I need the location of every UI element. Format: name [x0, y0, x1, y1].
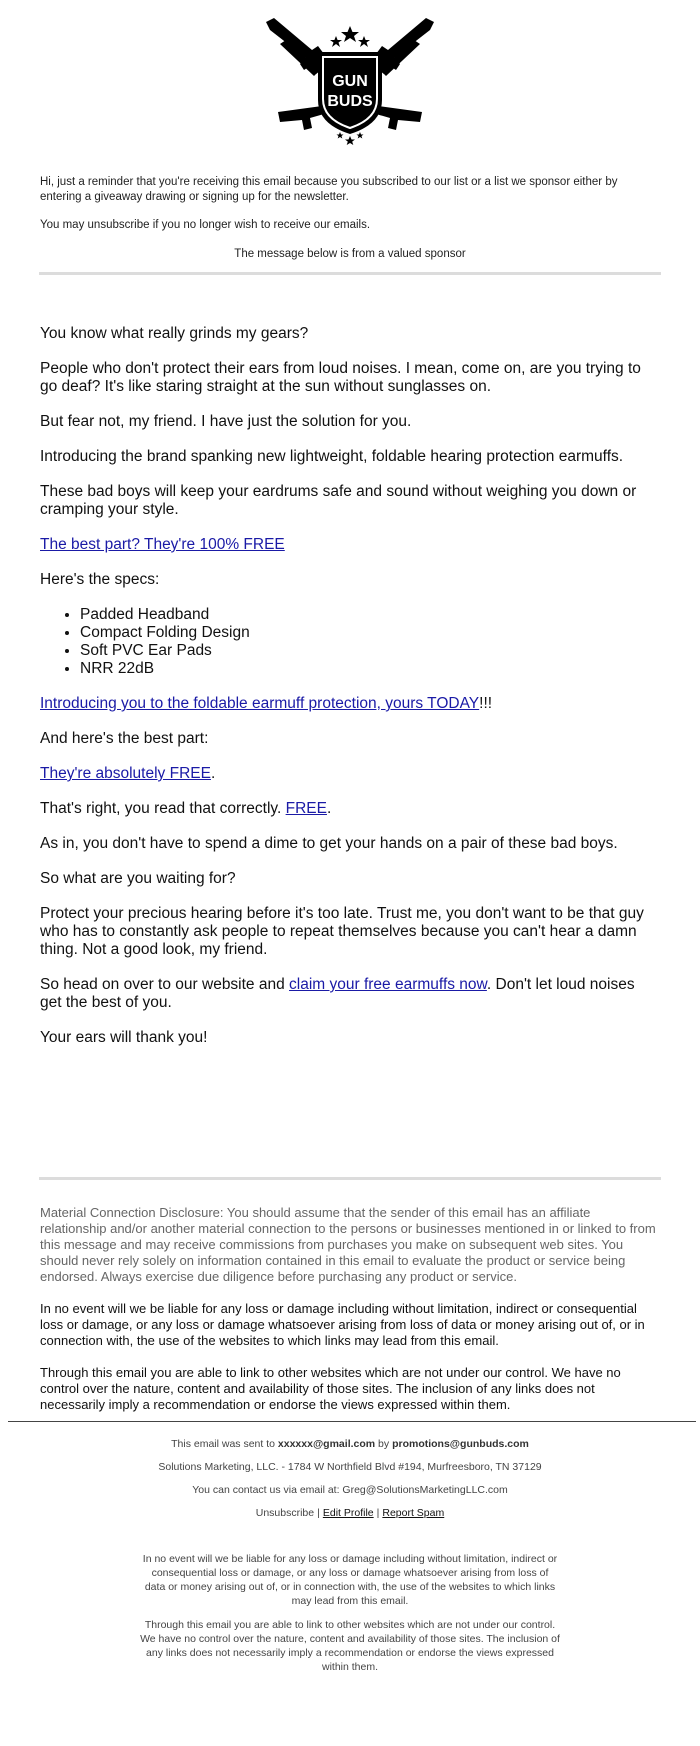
best-part-link[interactable]: The best part? They're 100% FREE [40, 536, 285, 553]
list-item: • Compact Folding Design [80, 624, 660, 642]
paragraph: People who don't protect their ears from loud noises. I mean, come on, are you trying to go deaf? It's like staring straight at the sun without sunglasses on. [40, 360, 641, 395]
logo-container [0, 0, 700, 160]
footer [0, 1422, 700, 1674]
postal-address: Solutions Marketing, LLC. - 1784 W Northfield Blvd #194, Murfreesboro, TN 37129 [158, 1461, 542, 1473]
separator: | [376, 1507, 380, 1519]
sent-by: by [375, 1438, 393, 1450]
disclosure-section [40, 1180, 660, 1413]
external-links-disclaimer: Through this email you are able to link to other websites which are not under our control. We have no control over the nature, content and availability of those sites. The inclusion of any links does not necessarily imply a recommendation or endorse the views expressed within them. [40, 1365, 621, 1412]
paragraph: Protect your precious hearing before it's too late. Trust me, you don't want to be that guy who has to constantly ask people to repeat themselves because you can't hear a damn thing. Not a good look, my friend. [40, 905, 644, 958]
paragraph: But fear not, my friend. I have just the solution for you. [40, 413, 412, 430]
unsubscribe-note: You may unsubscribe if you no longer wish to receive our emails. [40, 219, 371, 231]
claim-link[interactable]: claim your free earmuffs now [289, 976, 487, 993]
sent-to-line [0, 1437, 700, 1451]
paragraph [40, 695, 660, 713]
introducing-link[interactable]: Introducing you to the foldable earmuff protection, yours TODAY [40, 695, 480, 712]
spacer [40, 1064, 660, 1177]
paragraph: These bad boys will keep your eardrums safe and sound without weighing you down or cramping your style. [40, 483, 637, 518]
liability-disclaimer: In no event will we be liable for any loss or damage including without limitation, indirect or consequential loss or damage, or any loss or damage whatsoever arising from loss of data or money arising out of, or in connection with, the use of the websites to which links may lead from this email. [40, 1301, 645, 1348]
paragraph: And here's the best part: [40, 730, 209, 747]
paragraph [40, 765, 660, 783]
paragraph: Introducing the brand spanking new lightweight, foldable hearing protection earmuffs. [40, 448, 624, 465]
paragraph [40, 976, 660, 1012]
list-item: • Soft PVC Ear Pads [80, 642, 660, 660]
footer-liability: In no event will we be liable for any loss or damage including without limitation, indirect or consequential loss or damage, or any loss or damage whatsoever arising from loss of data or money arising out of, or in connection with, the use of the websites to which links may lead from this email. [142, 1553, 558, 1607]
contact-line: You can contact us via email at: Greg@SolutionsMarketingLLC.com [192, 1484, 508, 1496]
free-link[interactable]: FREE [285, 800, 327, 817]
gun-buds-logo [260, 14, 440, 149]
period: . [210, 765, 216, 782]
head-over-text: So head on over to our website and [40, 976, 290, 993]
sender-email: promotions@gunbuds.com [392, 1438, 529, 1450]
sent-prefix: This email was sent to [171, 1438, 278, 1450]
period: . [326, 800, 332, 817]
specs-intro: Here's the specs: [40, 571, 160, 588]
paragraph: You know what really grinds my gears? [40, 325, 309, 342]
subscription-notice [40, 175, 660, 262]
recipient-email: xxxxxx@gmail.com [277, 1438, 376, 1450]
paragraph: As in, you don't have to spend a dime to get your hands on a pair of these bad boys. [40, 835, 618, 852]
footer-links-disclaimer: Through this email you are able to link to other websites which are not under our control. We have no control over the nature, content and availability of those sites. The inclusion of any links does not necessarily imply a recommendation or endorse the views expressed within them. [140, 1619, 560, 1673]
specs-list [40, 606, 660, 678]
edit-profile-link[interactable]: Edit Profile [322, 1507, 374, 1519]
subscription-text: Hi, just a reminder that you're receiving this email because you subscribed to our list or a list we sponsor either by entering a giveaway drawing or signing up for the newsletter. [40, 176, 618, 203]
paragraph: Your ears will thank you! [40, 1029, 208, 1046]
sponsor-note: The message below is from a valued sponsor [234, 248, 466, 260]
footer-legal [140, 1552, 560, 1674]
paragraph [40, 536, 660, 554]
head-over-after-text: . Don't let loud noises get the best of you. [40, 976, 635, 1011]
footer-links [0, 1506, 700, 1520]
list-item: • NRR 22dB [80, 660, 660, 678]
logo-line2: BUDS [327, 93, 373, 110]
paragraph [40, 800, 660, 818]
list-item: • Padded Headband [80, 606, 660, 624]
logo-line1: GUN [332, 73, 368, 90]
absolutely-free-link[interactable]: They're absolutely FREE [40, 765, 211, 782]
material-disclosure: Material Connection Disclosure: You should assume that the sender of this email has an affiliate relationship and/or another material connection to the persons or businesses mentioned in or linked to from this message and may receive commissions from purchases you make on subsequent web sites. You should never rely solely on information contained in this email to evaluate the product or service being endorsed. Always exercise due diligence before purchasing any product or service. [40, 1205, 656, 1284]
message-body [40, 275, 660, 1177]
paragraph: So what are you waiting for? [40, 870, 236, 887]
read-correctly-text: That's right, you read that correctly. [40, 800, 286, 817]
separator: | [317, 1507, 320, 1519]
exclamations: !!! [479, 695, 493, 712]
report-spam-link[interactable]: Report Spam [382, 1507, 445, 1519]
unsubscribe-link[interactable]: Unsubscribe [255, 1507, 315, 1519]
